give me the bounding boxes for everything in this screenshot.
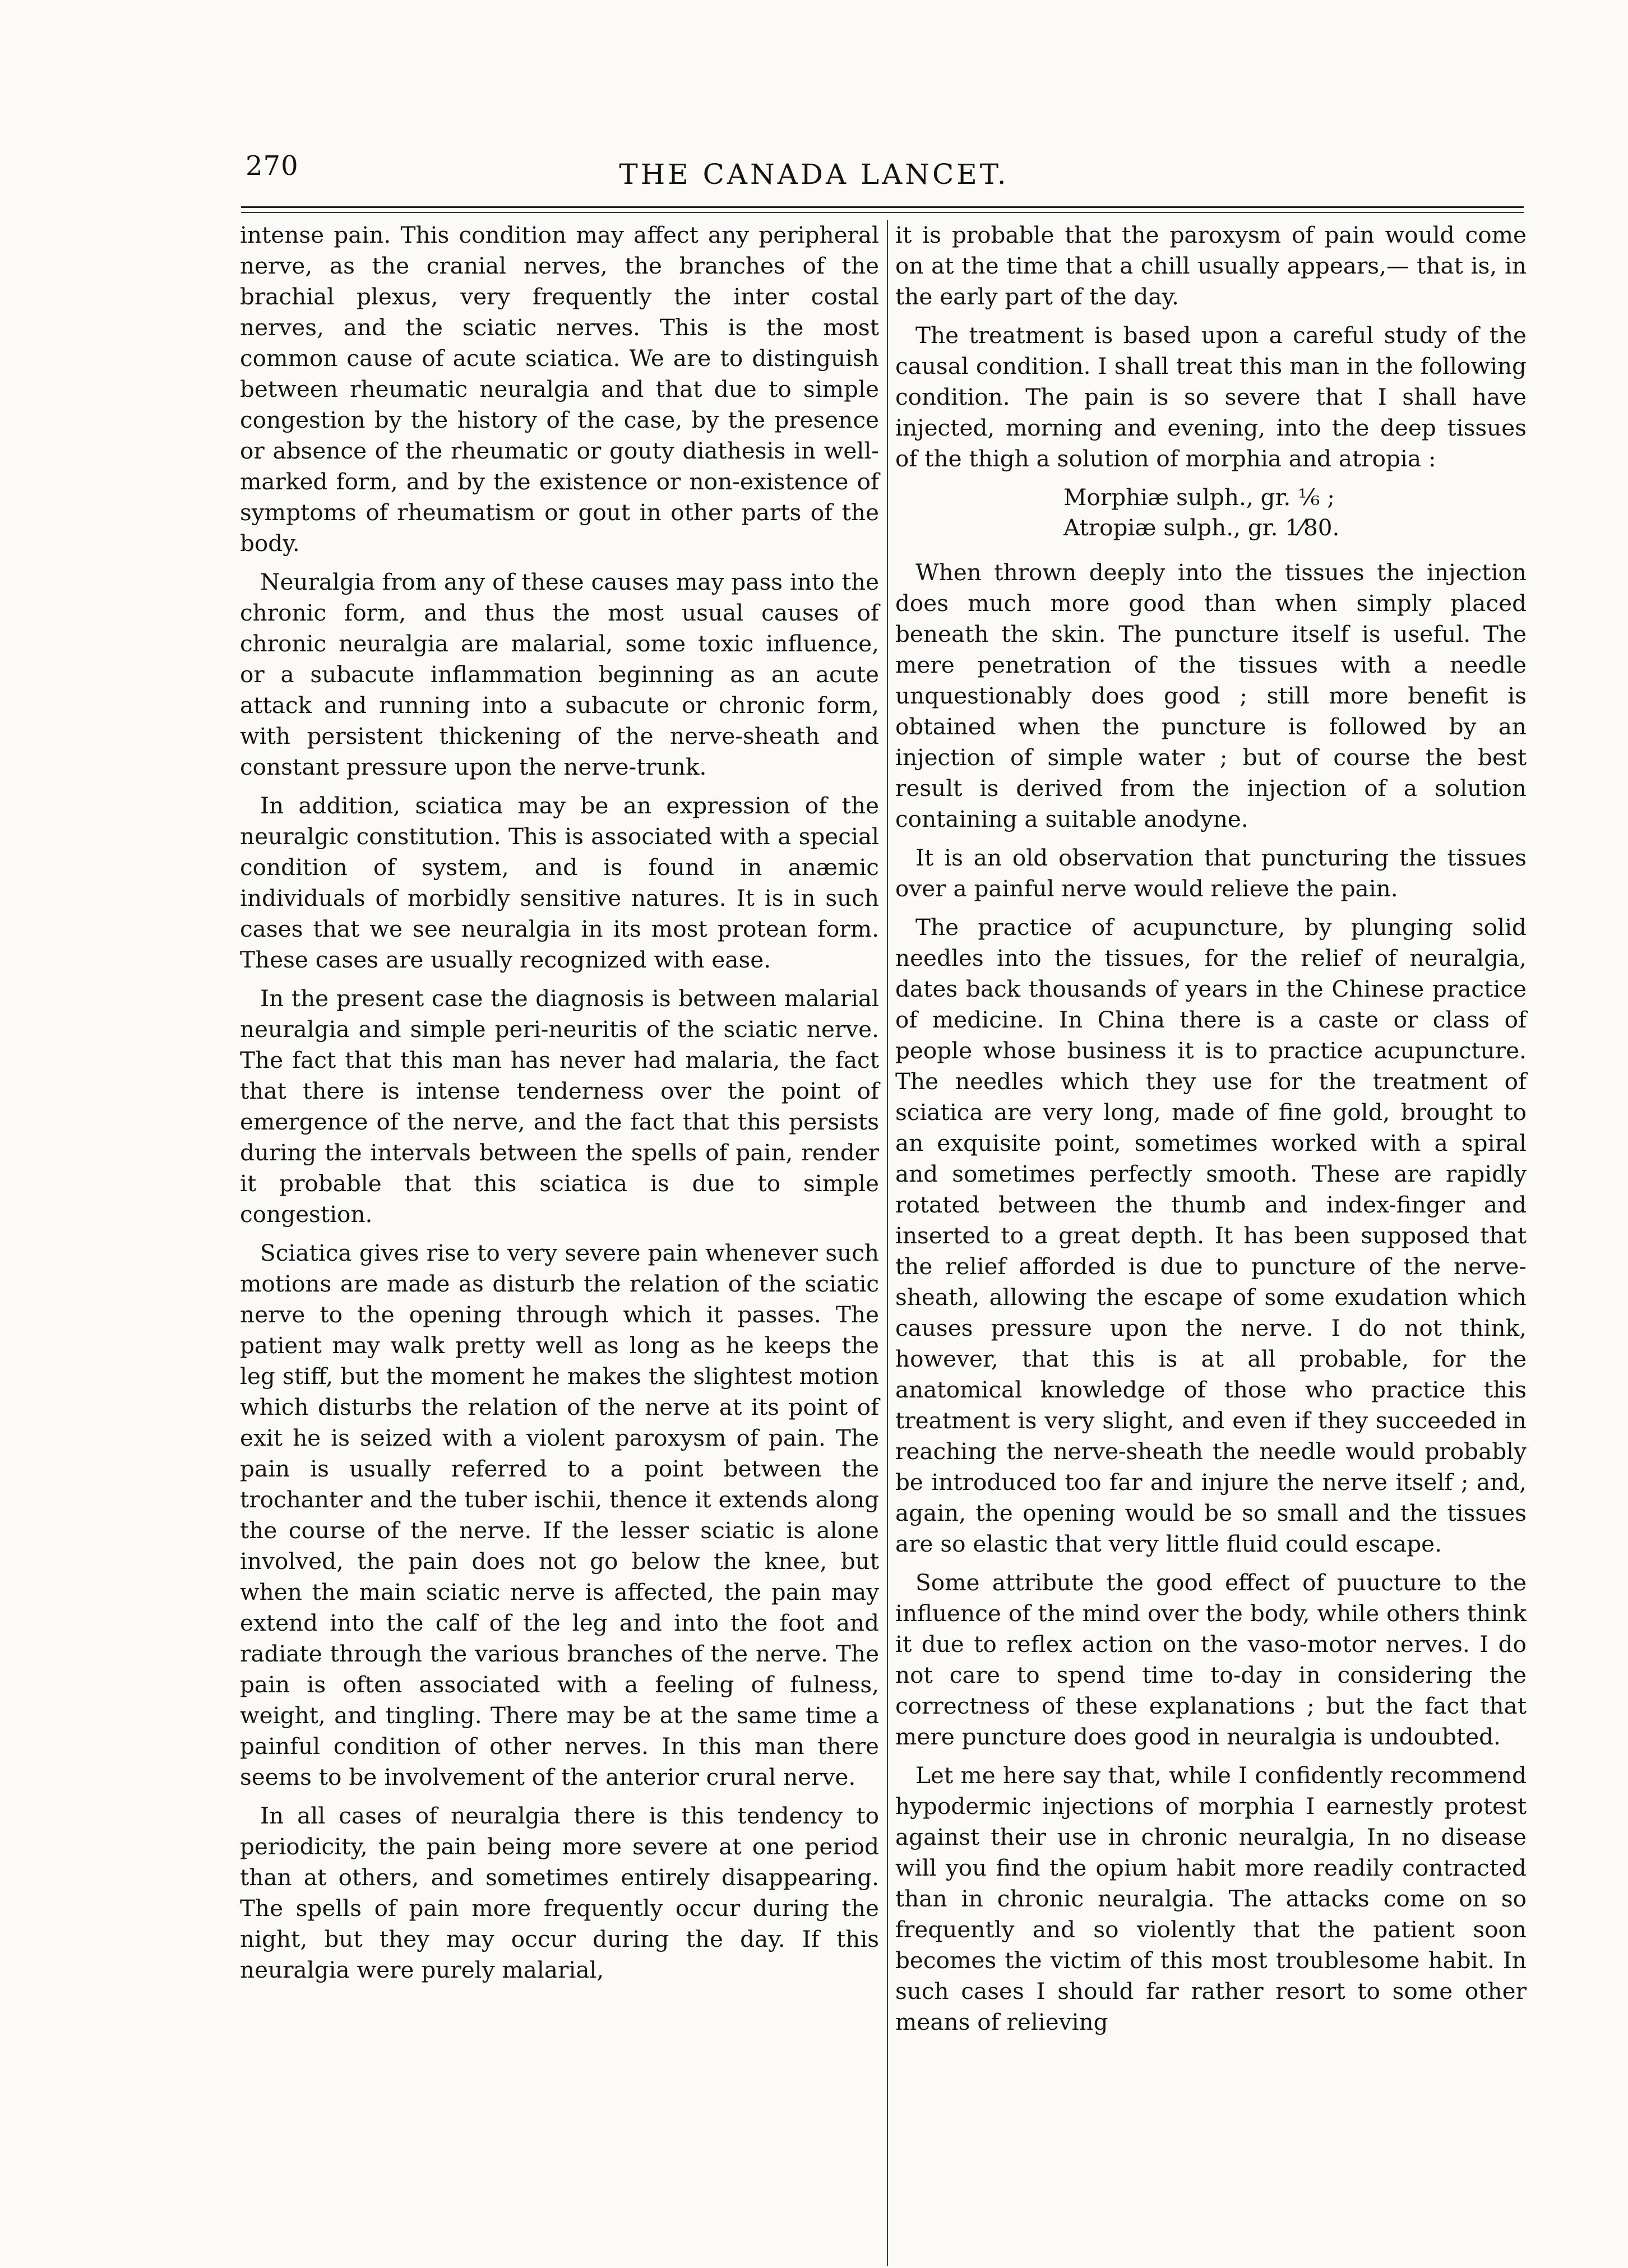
header-rule-secondary [241,212,1524,213]
paragraph: Some attribute the good effect of puucture to the influence of the mind over the body, while others think it due to reflex action on the vaso-motor nerves. I do not care to spend time to-day in considering the correctness of these explanations ; but the fact that mere puncture does good in neuralgia is undoubted. [895,1569,1527,1750]
paragraph: It is an old observation that puncturing the tissues over a painful nerve would relieve the pain. [895,844,1527,902]
right-column [895,220,1527,2045]
paragraph: When thrown deeply into the tissues the injection does much more good than when simply placed beneath the skin. The puncture itself is useful. The mere penetration of the tissues with a needle unquestionably does good ; still more benefit is obtained when the puncture is followed by an injection of simple water ; but of course the best result is derived from the injection of a solution containing a suitable anodyne. [895,559,1527,832]
paragraph: Neuralgia from any of these causes may pass into the chronic form, and thus the most usual causes of chronic neuralgia are malarial, some toxic influence, or a subacute inflammation beginning as an acute attack and running into a subacute or chronic form, with persistent thickening of the nerve-sheath and constant pressure upon the nerve-trunk. [240,568,879,780]
paragraph: In addition, sciatica may be an expression of the neuralgic constitution. This is associated with a special condition of system, and is found in anæmic individuals of morbidly sensitive natures. It is in such cases that we see neuralgia in its most protean form. These cases are usually recognized with ease. [240,792,879,973]
paragraph: Let me here say that, while I confidently recommend hypodermic injections of morphia I earnestly protest against their use in chronic neuralgia, In no disease will you find the opium habit more readily contracted than in chronic neuralgia. The attacks come on so frequently and so violently that the patient soon becomes the victim of this most troublesome habit. In such cases I should far rather resort to some other means of relieving [895,1762,1527,2035]
running-head: THE CANADA LANCET. [619,158,1009,191]
paragraph: The treatment is based upon a careful study of the causal condition. I shall treat this man in the following condition. The pain is so severe that I shall have injected, morning and evening, into the deep tissues of the thigh a solution of morphia and atropia : [895,322,1527,472]
formula-line-atropia: Atropiæ sulph., gr. 1⁄80. [1063,514,1340,541]
paragraph: In all cases of neuralgia there is this tendency to periodicity, the pain being more severe at one period than at others, and sometimes entirely disappearing. The spells of pain more frequently occur during the night, but they may occur during the day. If this neuralgia were purely malarial, [240,1802,879,1983]
paragraph: it is probable that the paroxysm of pain would come on at the time that a chill usually appears,— that is, in the early part of the day. [895,221,1527,310]
prescription-formula [895,482,1527,543]
paragraph: The practice of acupuncture, by plunging solid needles into the tissues, for the relief of neuralgia, dates back thousands of years in the Chinese practice of medicine. In China there is a caste or class of people whose business it is to practice acupuncture. The needles which they use for the treatment of sciatica are very long, made of fine gold, brought to an exquisite point, sometimes worked with a spiral and sometimes perfectly smooth. These are rapidly rotated between the thumb and index-finger and inserted to a great depth. It has been supposed that the relief afforded is due to puncture of the nerve-sheath, allowing the escape of some exudation which causes pressure upon the nerve. I do not think, however, that this is at all probable, for the anatomical knowledge of those who practice this treatment is very slight, and even if they succeeded in reaching the nerve-sheath the needle would probably be introduced too far and injure the nerve itself ; and, again, the opening would be so small and the tissues are so elastic that very little fluid could escape. [895,914,1527,1557]
left-column [240,220,879,1993]
paragraph: Sciatica gives rise to very severe pain whenever such motions are made as disturb the relation of the sciatic nerve to the opening through which it passes. The patient may walk pretty well as long as he keeps the leg stiff, but the moment he makes the slightest motion which disturbs the relation of the nerve at its point of exit he is seized with a violent paroxysm of pain. The pain is usually referred to a point between the trochanter and the tuber ischii, thence it extends along the course of the nerve. If the lesser sciatic is alone involved, the pain does not go below the knee, but when the main sciatic nerve is affected, the pain may extend into the calf of the leg and into the foot and radiate through the various branches of the nerve. The pain is often associated with a feeling of fulness, weight, and tingling. There may be at the same time a painful condition of other nerves. In this man there seems to be involvement of the anterior crural nerve. [240,1239,879,1790]
formula-line-morphia: Morphiæ sulph., gr. ⅙ ; [1063,484,1335,511]
paragraph: In the present case the diagnosis is between malarial neuralgia and simple peri-neuritis of the sciatic nerve. The fact that this man has never had malaria, the fact that there is intense tenderness over the point of emergence of the nerve, and the fact that this persists during the intervals between the spells of pain, render it probable that this sciatica is due to simple congestion. [240,985,879,1228]
header-rule [241,206,1524,208]
page-number: 270 [246,150,299,182]
paragraph: intense pain. This condition may affect any peripheral nerve, as the cranial nerves, the branches of the brachial plexus, very frequently the inter costal nerves, and the sciatic nerves. This is the most common cause of acute sciatica. We are to distinguish between rheumatic neuralgia and that due to simple congestion by the history of the case, by the presence or absence of the rheumatic or gouty diathesis in well-marked form, and by the existence or non-existence of symptoms of rheumatism or gout in other parts of the body. [240,221,879,557]
column-divider [887,220,888,2266]
